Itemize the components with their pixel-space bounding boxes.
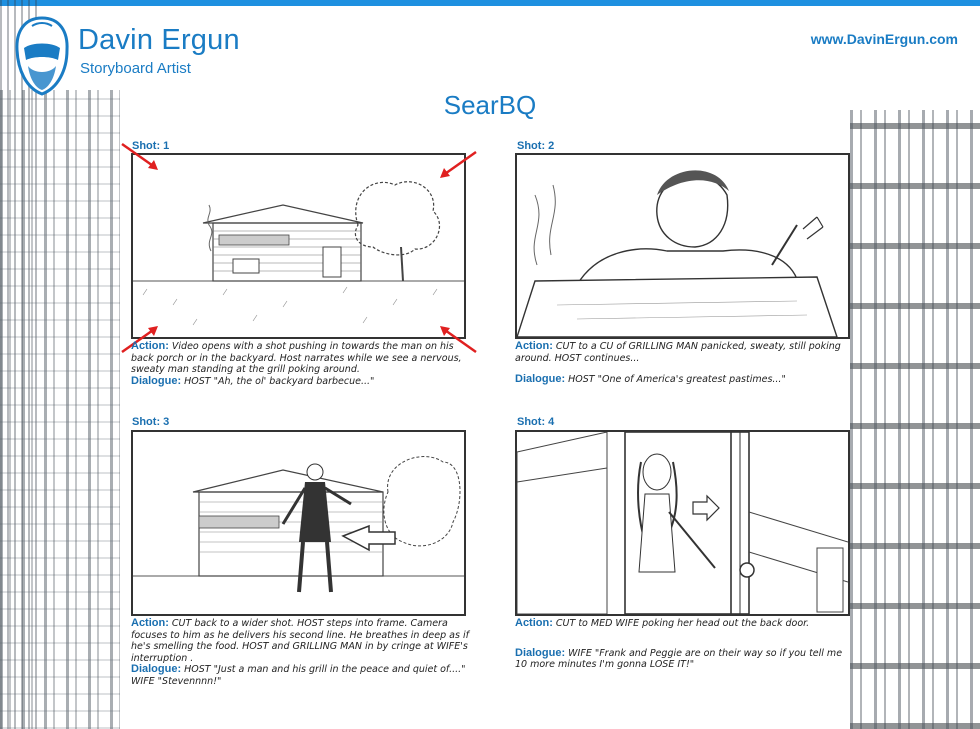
shot-1-panel xyxy=(131,153,466,339)
shot-3-caption xyxy=(131,618,471,687)
action-label: Action: xyxy=(131,340,169,352)
shot-3-label: Shot: 3 xyxy=(132,416,170,428)
shot-2-panel xyxy=(515,153,850,339)
shot-2-caption xyxy=(515,341,845,386)
shot-4-panel xyxy=(515,430,850,616)
action-label: Action: xyxy=(515,340,553,352)
shot-3-action: CUT back to a wider shot. HOST steps into frame. Camera focuses to him as he delivers his second line. He breathes in deep as if he's smelling the food. HOST and GRILLING MAN in by cringe at WIFE's interruption . xyxy=(131,618,469,664)
push-in-arrow-icon xyxy=(436,148,480,182)
dialogue-label: Dialogue: xyxy=(515,646,566,659)
page-title: SearBQ xyxy=(443,90,537,120)
brand-subtitle: Storyboard Artist xyxy=(80,60,191,77)
shot-1-caption xyxy=(131,341,471,387)
shot-4-action: CUT to MED WIFE poking her head out the back door. xyxy=(555,618,810,629)
shot-2-label: Shot: 2 xyxy=(517,140,555,152)
shot-1-label: Shot: 1 xyxy=(132,140,170,152)
shot-2-action: CUT to a CU of GRILLING MAN panicked, sweaty, still poking around. HOST continues... xyxy=(515,341,841,364)
shot-3-sketch xyxy=(133,432,464,614)
shot-4-label: Shot: 4 xyxy=(517,416,555,428)
website-link[interactable]: www.DavinErgun.com xyxy=(810,31,958,47)
shot-3-extra-dialogue: WIFE "Stevennnn!" xyxy=(131,675,222,687)
brand-name: Davin Ergun xyxy=(78,24,240,56)
shot-3-dialogue: HOST "Just a man and his grill in the peace and quiet of...." xyxy=(184,664,466,675)
dialogue-label: Dialogue: xyxy=(515,373,566,385)
top-accent-bar xyxy=(0,0,980,6)
dialogue-label: Dialogue: xyxy=(131,374,182,387)
shot-2-sketch xyxy=(517,155,848,337)
grunge-texture-right xyxy=(850,110,980,729)
shot-1-dialogue: HOST "Ah, the ol' backyard barbecue..." xyxy=(184,375,375,387)
shot-1-sketch xyxy=(133,155,464,337)
action-label: Action: xyxy=(515,617,553,629)
shot-2-dialogue: HOST "One of America's greatest pastimes..." xyxy=(568,374,786,385)
shot-1-action: Video opens with a shot pushing in towards the man on his back porch or in the backyard. Host narrates while we see a nervous, sweaty man standing at the grill poking around. xyxy=(131,341,462,375)
grunge-texture-left xyxy=(0,90,120,729)
helmet-logo-icon xyxy=(12,14,72,98)
push-in-arrow-icon xyxy=(118,140,162,174)
shot-4-sketch xyxy=(517,432,848,614)
dialogue-label: Dialogue: xyxy=(131,663,182,675)
action-label: Action: xyxy=(131,617,169,629)
shot-4-dialogue: WIFE "Frank and Peggie are on their way so if you tell me 10 more minutes I'm gonna LOSE IT!" xyxy=(515,647,843,670)
shot-3-panel xyxy=(131,430,466,616)
shot-4-caption xyxy=(515,618,845,671)
